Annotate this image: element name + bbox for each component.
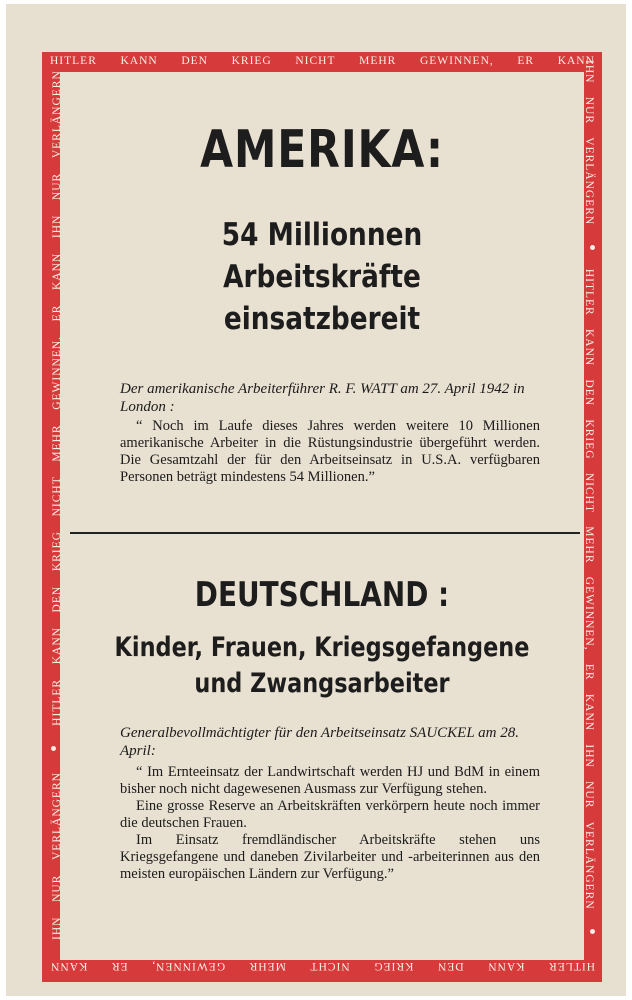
border-word: IHN: [51, 214, 63, 239]
border-word: NICHT: [309, 960, 350, 972]
heading-amerika: AMERIKA:: [200, 120, 444, 180]
subheading-line: und Zwangsarbeiter: [194, 668, 450, 699]
border-word: HITLER: [51, 678, 63, 726]
border-word: ER: [110, 960, 128, 972]
border-word: GEWINNEN,: [151, 960, 226, 972]
subheading-line: 54 Millionnen: [221, 217, 423, 253]
border-word: MEHR: [51, 424, 63, 462]
border-word: KRIEG: [231, 55, 272, 67]
border-text-right: [583, 60, 595, 940]
border-word: VERLÄNGERN: [51, 70, 63, 159]
heading-deutschland: DEUTSCHLAND :: [194, 575, 450, 615]
border-word: NICHT: [295, 55, 336, 67]
subheading-amerika: [99, 214, 544, 340]
intro-sauckel: Generalbevollmächtigter für den Arbeitseinsatz SAUCKEL am 28. April:: [120, 725, 520, 759]
border-word: NICHT: [583, 472, 595, 513]
border-word: KANN: [557, 55, 595, 67]
border-word: GEWINNEN,: [419, 55, 494, 67]
section-divider: [70, 532, 580, 534]
border-dot: [590, 929, 595, 934]
border-word: DEN: [51, 585, 63, 613]
border-text-bottom: [50, 960, 595, 972]
border-word: HITLER: [548, 960, 595, 972]
border-word: HITLER: [583, 268, 595, 316]
border-word: NUR: [51, 172, 63, 201]
border-word: KANN: [487, 960, 525, 972]
quote-sauckel: [120, 764, 540, 883]
border-word: DEN: [583, 379, 595, 407]
border-word: NICHT: [51, 476, 63, 517]
border-dot: [590, 245, 595, 250]
border-word: IHN: [583, 744, 595, 768]
subheading-line: einsatzbereit: [223, 301, 421, 337]
intro-watt: Der amerikanische Arbeiterführer R. F. WATT am 27. April 1942 in London :: [120, 381, 525, 415]
subheading-line: Kinder, Frauen, Kriegsgefangene: [114, 632, 530, 663]
border-word: KRIEG: [51, 531, 63, 572]
border-word: MEHR: [248, 960, 286, 972]
border-word: GEWINNEN,: [583, 576, 595, 651]
border-word: KANN: [51, 252, 63, 290]
border-text-left: [51, 70, 63, 940]
quote-watt: [120, 418, 540, 486]
subheading-deutschland: [105, 630, 540, 702]
border-word: KANN: [51, 627, 63, 665]
border-word: MEHR: [359, 55, 397, 67]
border-word: KANN: [583, 693, 595, 732]
border-word: IHN: [583, 60, 595, 84]
border-word: ER: [517, 55, 535, 67]
quote-paragraph: “ Noch im Laufe dieses Jahres werden weitere 10 Millionen amerikanische Arbeiter in die Rüstungsindustrie übergeführt werden. Die Gesamtzahl der für den Arbeitseinsatz in U.S.A. verfügbaren Personen beträgt mindestens 54 Millionen.”: [120, 418, 540, 485]
border-word: ER: [583, 663, 595, 681]
border-word: VERLÄNGERN: [51, 772, 63, 861]
border-word: MEHR: [583, 526, 595, 564]
border-dot: [51, 746, 56, 751]
subheading-line: Arbeitskräfte: [223, 259, 421, 295]
border-word: IHN: [51, 916, 63, 940]
border-word: DEN: [437, 960, 464, 972]
quote-paragraph: “ Im Ernteeinsatz der Landwirtschaft werden HJ und BdM in einem bisher noch nicht dagewesenen Ausmass zur Verfügung stehen.: [120, 764, 540, 797]
border-word: VERLÄNGERN: [583, 821, 595, 910]
border-word: KANN: [583, 328, 595, 367]
border-word: GEWINNEN,: [51, 335, 63, 410]
quote-paragraph: Eine grosse Reserve an Arbeitskräften verkörpern heute noch immer die deutschen Frauen.: [120, 798, 540, 831]
quote-paragraph: Im Einsatz fremdländischer Arbeitskräfte stehen uns Kriegsgefangene und daneben Zivilarbeiter und -arbeiterinnen aus den meisten europäischen Ländern zur Verfügung.”: [120, 832, 540, 882]
border-text-top: [50, 55, 595, 67]
border-word: VERLÄNGERN: [583, 137, 595, 226]
border-word: NUR: [583, 96, 595, 125]
border-word: NUR: [51, 874, 63, 902]
border-word: ER: [51, 304, 63, 322]
border-word: KANN: [50, 960, 88, 972]
border-word: NUR: [583, 781, 595, 809]
border-word: HITLER: [50, 55, 97, 67]
border-word: DEN: [181, 55, 208, 67]
border-word: KRIEG: [373, 960, 414, 972]
border-word: KRIEG: [583, 419, 595, 460]
border-word: KANN: [120, 55, 158, 67]
